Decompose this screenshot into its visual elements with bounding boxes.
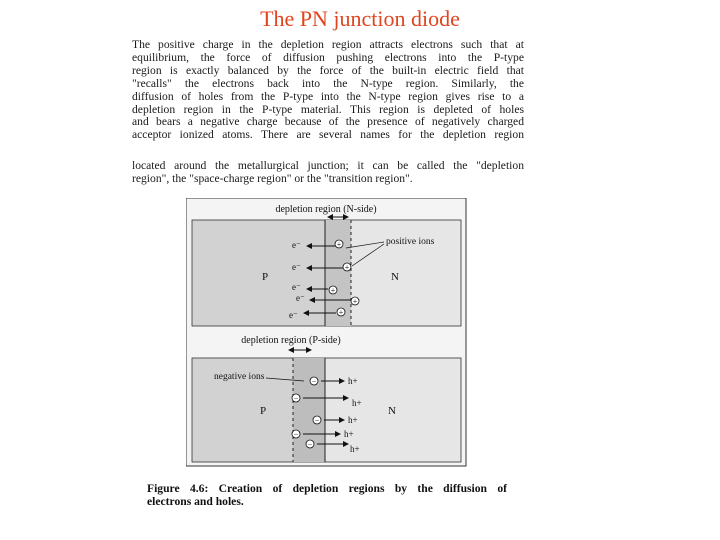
electron-label: e⁻ (292, 282, 301, 292)
n-label-bottom: N (388, 405, 396, 417)
paragraph-line: located around the metallurgical junction; it can be called the "depletion (132, 160, 524, 172)
electron-label: e⁻ (296, 293, 305, 303)
p-label-top: P (262, 271, 269, 283)
paragraph-2 (132, 160, 524, 186)
figure-label: Figure 4.6 (147, 482, 205, 495)
ion-sign: − (311, 377, 317, 386)
electron-label: e⁻ (292, 240, 301, 250)
depletion-figure (186, 198, 468, 468)
caption-line-1 (147, 482, 507, 495)
caption-line-2 (147, 495, 507, 508)
electron-label: e⁻ (289, 310, 298, 320)
caption-text-1: : Creation of depletion regions by the diffusion of (204, 482, 507, 495)
positive-ions-label: positive ions (386, 237, 435, 247)
caption-text-2: electrons and holes. (147, 495, 244, 508)
paragraph-line: depletion region in the P-type material. This region is depleted of holes (132, 103, 524, 116)
ion-sign: − (293, 430, 299, 439)
paragraph-line: diffusion of holes from the P-type into the N-type region gives rise to a (132, 90, 524, 103)
p-label-bottom: P (260, 405, 267, 417)
hole-label: h+ (344, 429, 354, 439)
paragraph-line: The positive charge in the depletion region attracts electrons such that at (132, 39, 524, 51)
figure-caption (147, 482, 507, 508)
paragraph-line: equilibrium, the force of diffusion pushing electrons into the P-type (132, 51, 524, 64)
ion-sign: + (352, 297, 358, 306)
paragraph-line: region", the "space-charge region" or the "transition region". (132, 172, 413, 185)
hole-label: h+ (348, 376, 358, 386)
p-region-top (192, 220, 325, 326)
depletion-label-p-side: depletion region (P-side) (241, 335, 341, 346)
ion-sign: − (314, 416, 320, 425)
ion-sign: − (293, 394, 299, 403)
paragraph-1 (132, 39, 524, 142)
ion-sign: + (330, 286, 336, 295)
depletion-label-n-side: depletion region (N-side) (275, 204, 377, 215)
depletion-diagram (186, 198, 468, 468)
paragraph-line: and bears a negative charge because of the presence of negatively charged (132, 116, 524, 129)
negative-ions-label: negative ions (214, 372, 265, 382)
hole-label: h+ (350, 444, 360, 454)
ion-sign: + (338, 308, 344, 317)
paragraph-line: "recalls" the electrons back into the N-type region. Similarly, the (132, 77, 524, 90)
n-label-top: N (391, 271, 399, 283)
paragraph-line: region is exactly balanced by the force of the built-in electric field that (132, 64, 524, 77)
hole-label: h+ (352, 398, 362, 408)
page-title: The PN junction diode (260, 6, 460, 31)
ion-sign: − (307, 440, 313, 449)
paragraph-line: acceptor ionized atoms. There are several names for the depletion region (132, 129, 524, 142)
hole-label: h+ (348, 415, 358, 425)
electron-label: e⁻ (292, 262, 301, 272)
top-panel (192, 204, 461, 326)
ion-sign: + (336, 240, 342, 249)
ion-sign: + (344, 263, 350, 272)
